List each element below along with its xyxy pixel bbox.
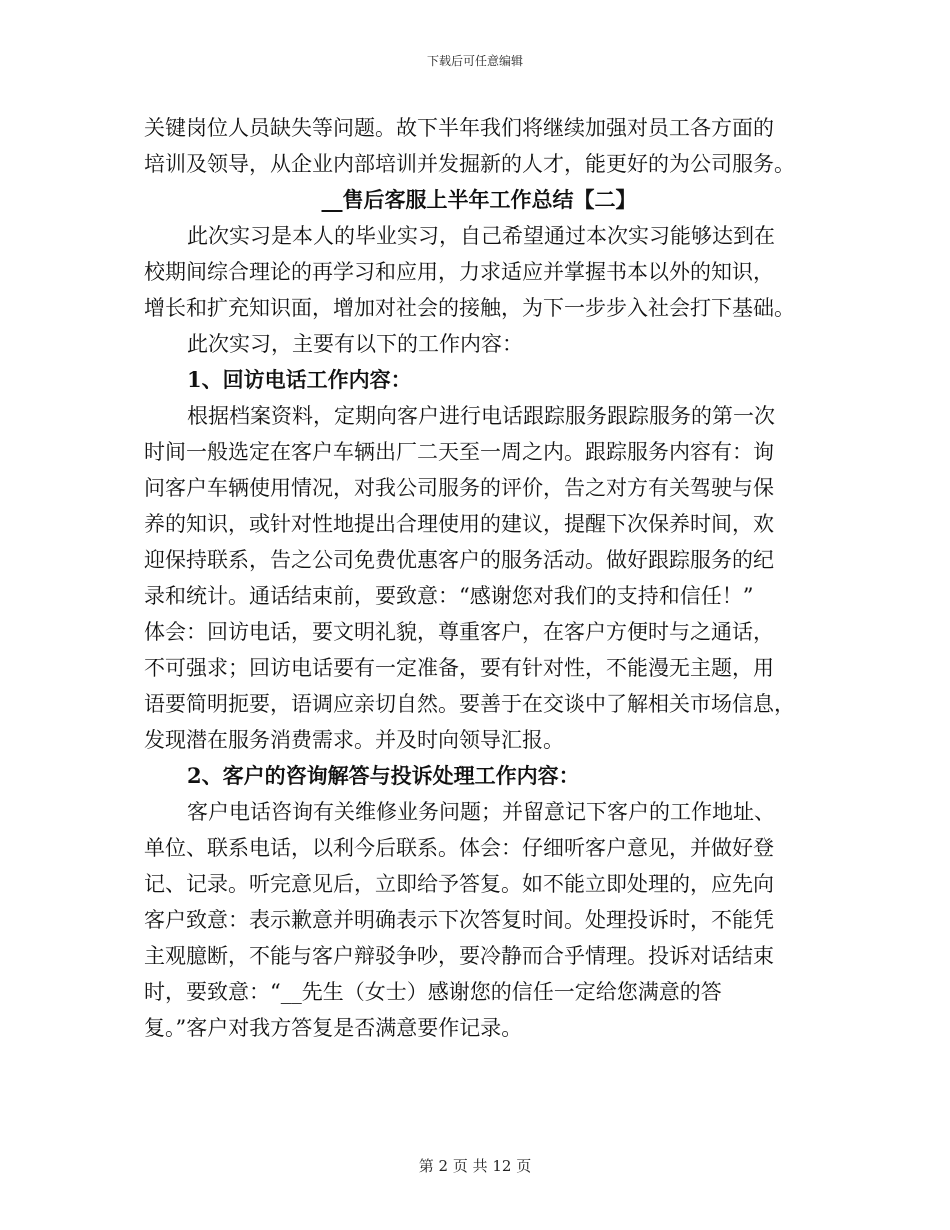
body-text-line: 发现潜在服务消费需求。并及时向领导汇报。 [144,728,564,752]
document-body [144,110,814,1046]
paragraph-first-line: 此次实习是本人的毕业实习，自己希望通过本次实习能够达到在 [187,224,775,248]
body-text-line: 时，要致意：“__先生（女士）感谢您的信任一定给您满意的答 [144,980,722,1004]
section-title: __售后客服上半年工作总结【二】 [321,187,637,212]
body-text-line: 关键岗位人员缺失等问题。故下半年我们将继续加强对员工各方面的 [144,116,774,140]
subheading-1: 1、回访电话工作内容： [187,367,412,392]
body-text-line: 客户致意：表示歉意并明确表示下次答复时间。处理投诉时，不能凭 [144,908,774,932]
body-text-line: 培训及领导，从企业内部培训并发掘新的人才，能更好的为公司服务。 [144,152,795,176]
body-text-line: 主观臆断，不能与客户辩驳争吵，要冷静而合乎情理。投诉对话结束 [144,944,774,968]
page-number-footer: 第 2 页 共 12 页 [418,1157,532,1175]
body-text-line: 不可强求；回访电话要有一定准备，要有针对性，不能漫无主题，用 [144,656,774,680]
paragraph-first-line: 此次实习，主要有以下的工作内容： [187,332,523,356]
body-text-line: 体会：回访电话，要文明礼貌，尊重客户，在客户方便时与之通话， [144,620,774,644]
body-text-line: 时间一般选定在客户车辆出厂二天至一周之内。跟踪服务内容有：询 [144,440,774,464]
body-text-line: 增长和扩充知识面，增加对社会的接触，为下一步步入社会打下基础。 [144,296,795,320]
body-text-line: 问客户车辆使用情况，对我公司服务的评价，告之对方有关驾驶与保 [144,476,774,500]
body-text-line: 迎保持联系，告之公司免费优惠客户的服务活动。做好跟踪服务的纪 [144,548,774,572]
body-text-line: 录和统计。通话结束前，要致意：“感谢您对我们的支持和信任！” [144,584,754,608]
subheading-2: 2、客户的咨询解答与投诉处理工作内容： [187,763,580,788]
body-text-line: 复。”客户对我方答复是否满意要作记录。 [144,1016,523,1040]
body-text-line: 语要简明扼要，语调应亲切自然。要善于在交谈中了解相关市场信息， [144,692,795,716]
page-header: 下载后可任意编辑 [426,54,523,68]
body-text-line: 记、记录。听完意见后，立即给予答复。如不能立即处理的，应先向 [144,872,774,896]
paragraph-first-line: 客户电话咨询有关维修业务问题；并留意记下客户的工作地址、 [187,800,775,824]
body-text-line: 养的知识，或针对性地提出合理使用的建议，提醒下次保养时间，欢 [144,512,774,536]
body-text-line: 单位、联系电话，以利今后联系。体会：仔细听客户意见，并做好登 [144,836,774,860]
body-text-line: 校期间综合理论的再学习和应用，力求适应并掌握书本以外的知识， [144,260,774,284]
paragraph-first-line: 根据档案资料，定期向客户进行电话跟踪服务跟踪服务的第一次 [187,404,775,428]
